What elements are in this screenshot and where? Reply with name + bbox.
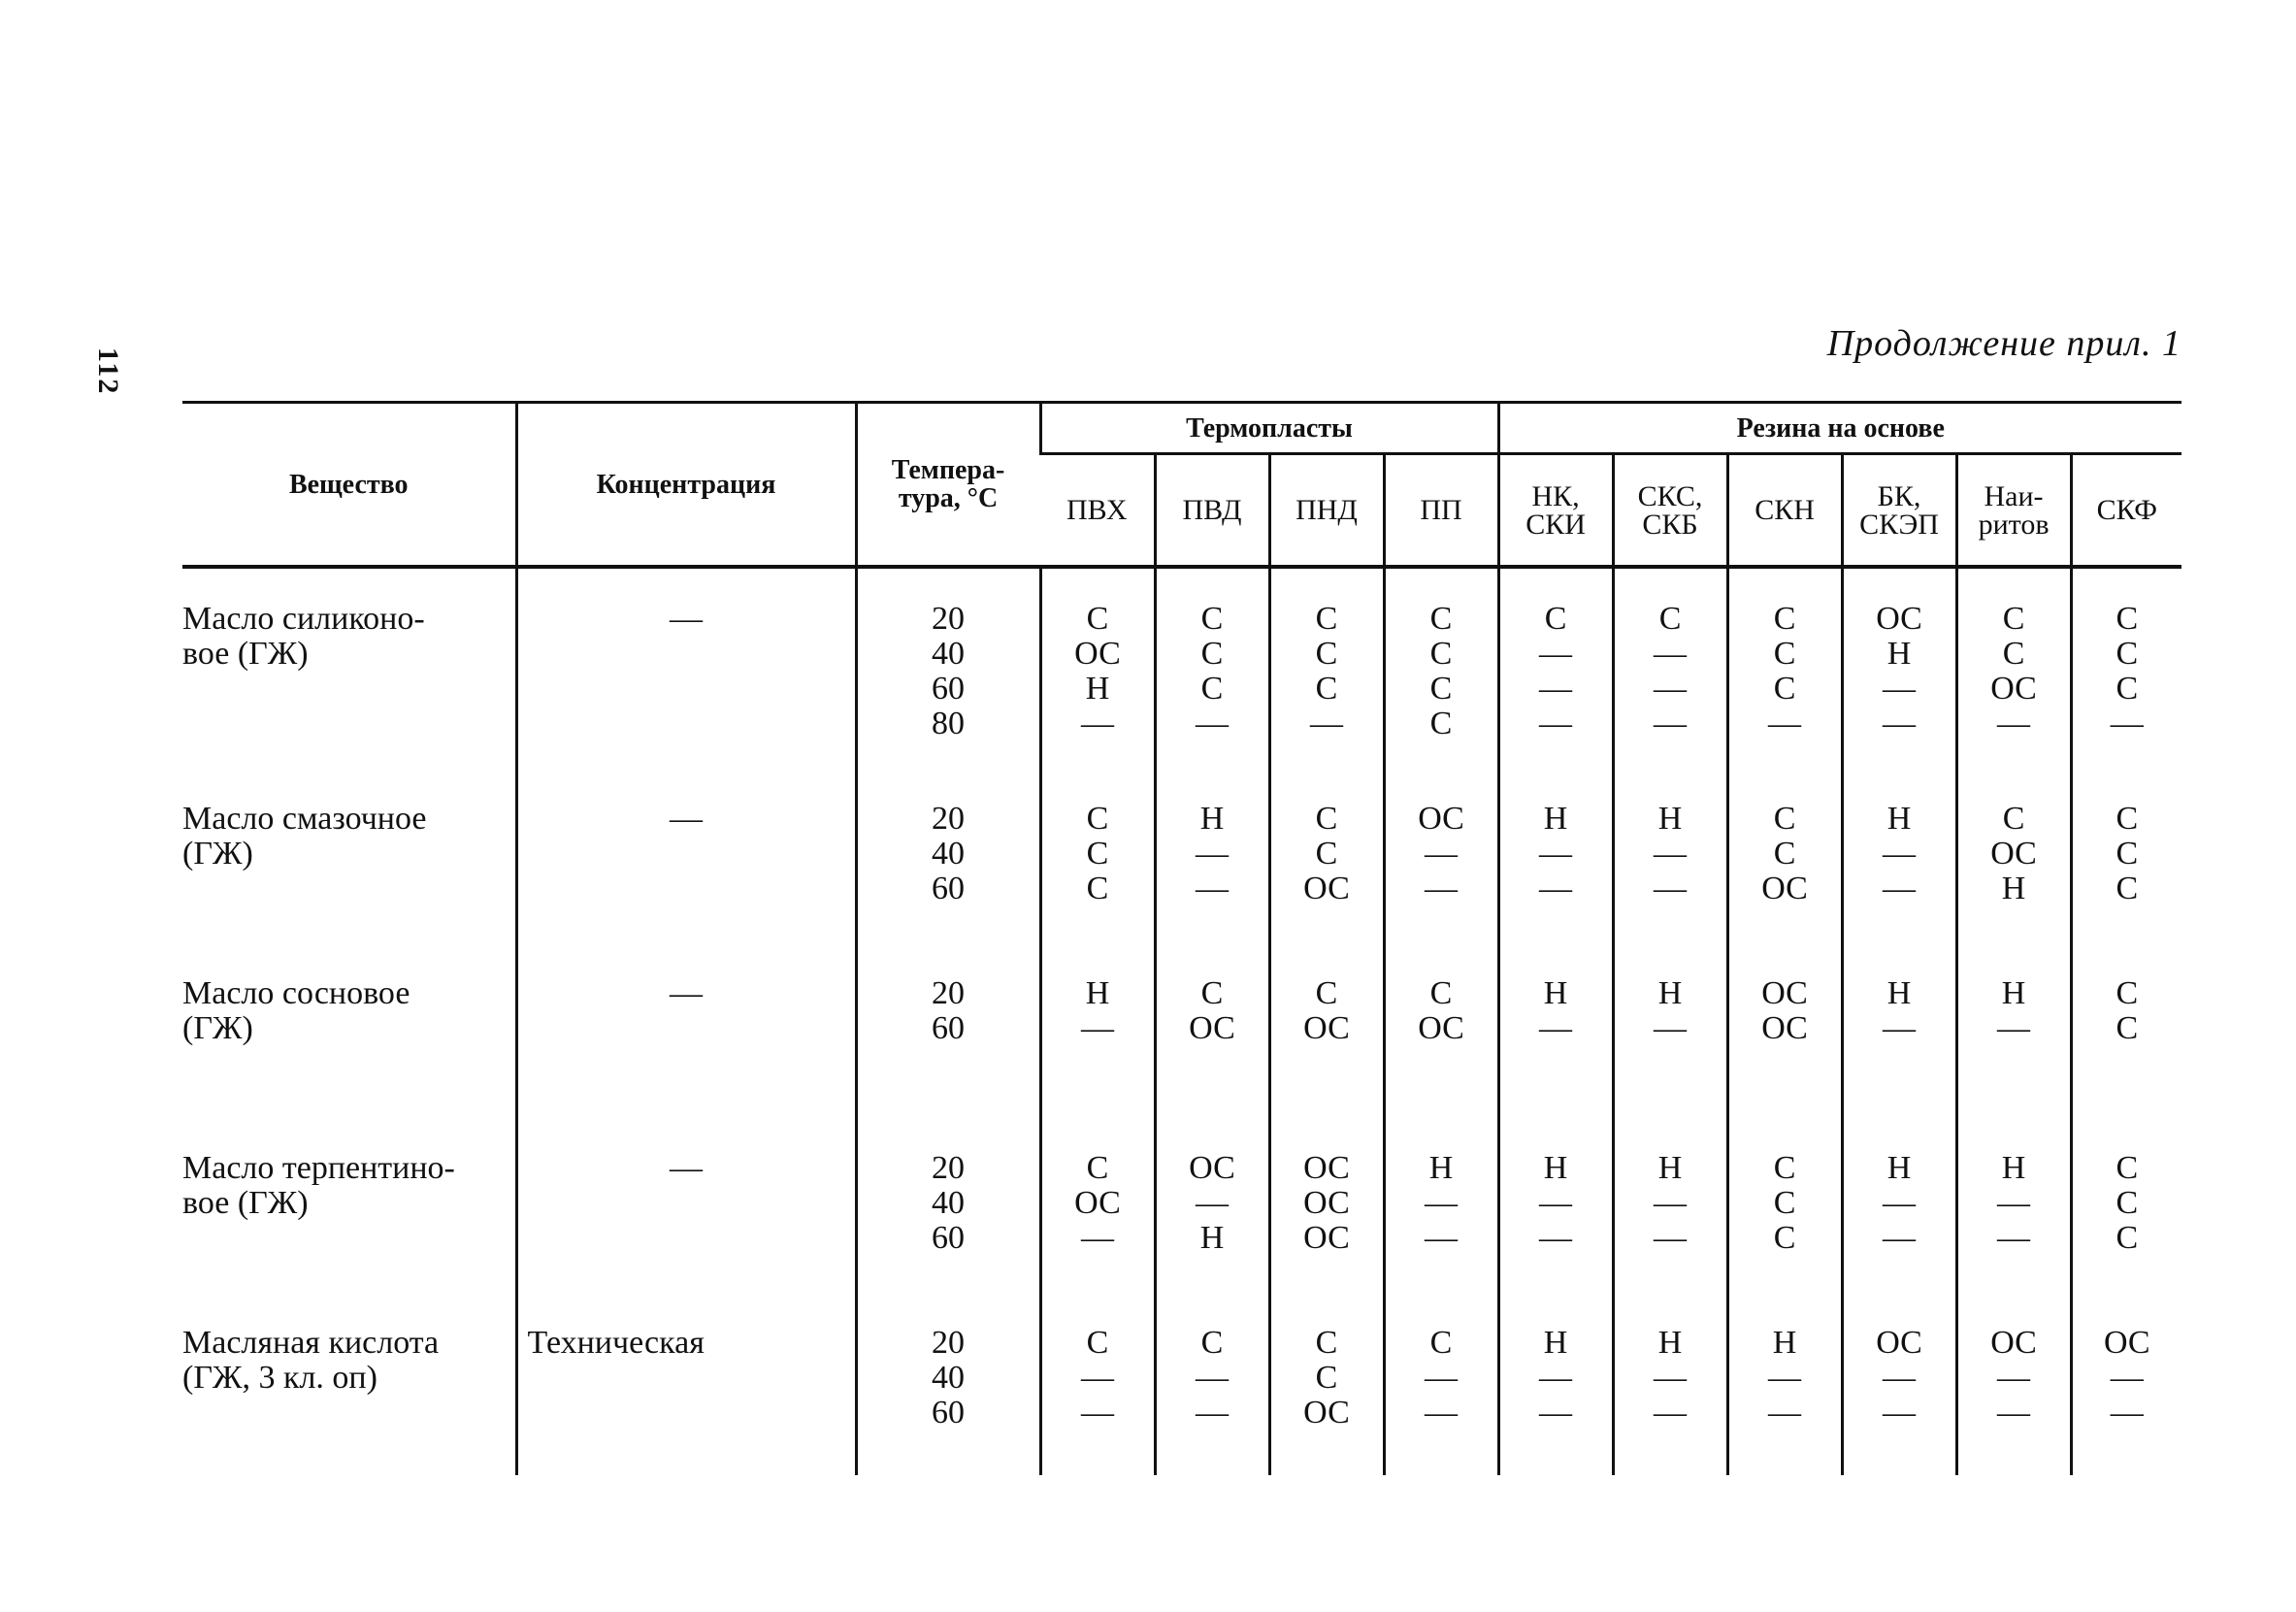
temperature-value: 60	[932, 671, 965, 707]
header-material-thermoplastics-3: ПП	[1384, 454, 1498, 568]
table-row	[182, 776, 2181, 951]
rating-value: Н	[1886, 975, 1912, 1011]
rating-cell	[1155, 776, 1269, 951]
rating-value: —	[1539, 836, 1573, 872]
rating-value: ОС	[1876, 601, 1922, 637]
rating-value: —	[1539, 1185, 1573, 1221]
rating-value: С	[1086, 801, 1109, 837]
temperature-cell	[856, 776, 1040, 951]
rating-value: Н	[2001, 871, 2026, 906]
rating-value: Н	[1886, 801, 1912, 837]
header-group-rubber: Резина на основе	[1498, 403, 2181, 454]
rating-value: С	[1200, 975, 1224, 1011]
rating-cell	[1269, 951, 1384, 1126]
rating-value: —	[1654, 871, 1688, 906]
rating-value: С	[2116, 601, 2139, 637]
rating-value: —	[1654, 1395, 1688, 1431]
header-material-rubbers-4: Наи- ритов	[1956, 454, 2071, 568]
rating-value: —	[1539, 706, 1573, 741]
rating-cell	[1842, 1300, 1956, 1475]
rating-value: С	[2116, 871, 2139, 906]
resistance-table-container	[182, 401, 2164, 1475]
rating-value: С	[1086, 871, 1109, 906]
rating-cell	[1498, 1300, 1613, 1475]
rating-value: С	[2116, 636, 2139, 672]
temperature-value: 60	[932, 871, 965, 906]
rating-value: ОС	[1876, 1325, 1922, 1361]
rating-value: С	[1773, 1185, 1796, 1221]
rating-value: —	[1654, 706, 1688, 741]
rating-value: С	[2116, 1220, 2139, 1256]
rating-cell	[1727, 951, 1842, 1126]
rating-value: —	[1768, 1360, 1802, 1396]
temperature-value: 20	[932, 1150, 965, 1186]
rating-value: —	[1425, 1395, 1459, 1431]
rating-value: С	[1773, 1150, 1796, 1186]
rating-value: С	[1315, 671, 1338, 707]
rating-value: С	[1429, 975, 1453, 1011]
rating-value: —	[1081, 1010, 1114, 1046]
rating-cell	[1956, 1126, 2071, 1300]
rating-value: —	[1539, 1220, 1573, 1256]
header-material-rubbers-0: НК, СКИ	[1498, 454, 1613, 568]
rating-value: —	[1883, 1010, 1917, 1046]
rating-value: —	[1654, 1220, 1688, 1256]
header-material-thermoplastics-1: ПВД	[1155, 454, 1269, 568]
rating-value: Н	[1543, 801, 1568, 837]
rating-value: С	[1315, 975, 1338, 1011]
rating-cell	[1613, 567, 1727, 776]
rating-value: —	[1654, 636, 1688, 672]
rating-value: —	[1081, 1220, 1114, 1256]
rating-value: С	[1544, 601, 1567, 637]
rating-value: ОС	[1303, 1395, 1350, 1431]
rating-value: С	[1315, 836, 1338, 872]
rating-value: —	[1654, 671, 1688, 707]
rating-cell	[1384, 776, 1498, 951]
rating-value: —	[1081, 1360, 1114, 1396]
rating-cell	[1842, 1126, 1956, 1300]
rating-value: Н	[1543, 1150, 1568, 1186]
header-substance: Вещество	[288, 469, 409, 500]
rating-value: С	[1315, 1325, 1338, 1361]
rating-value: С	[1086, 601, 1109, 637]
table-row	[182, 951, 2181, 1126]
rating-value: С	[2116, 1010, 2139, 1046]
rating-value: —	[1654, 1185, 1688, 1221]
rating-value: —	[1768, 1395, 1802, 1431]
rating-value: Н	[1543, 975, 1568, 1011]
table-row	[182, 1300, 2181, 1475]
header-material-rubbers-2: СКН	[1727, 454, 1842, 568]
rating-value: С	[1429, 636, 1453, 672]
rating-value: —	[1539, 671, 1573, 707]
rating-value: —	[1654, 1360, 1688, 1396]
header-material-rubbers-1: СКС, СКБ	[1613, 454, 1727, 568]
header-material-thermoplastics-2: ПНД	[1269, 454, 1384, 568]
rating-value: С	[1086, 1325, 1109, 1361]
rating-value: ОС	[1074, 1185, 1121, 1221]
concentration-cell: Техническая	[516, 1300, 856, 1475]
rating-value: —	[1883, 1185, 1917, 1221]
rating-value: Н	[1657, 975, 1683, 1011]
rating-value: С	[1429, 601, 1453, 637]
rating-value: —	[1997, 1010, 2031, 1046]
rating-cell	[1040, 951, 1155, 1126]
rating-value: ОС	[1303, 1150, 1350, 1186]
header-group-thermoplastics: Термопласты	[1040, 403, 1498, 454]
rating-cell	[2071, 1126, 2181, 1300]
rating-cell	[1956, 1300, 2071, 1475]
rating-cell	[1498, 567, 1613, 776]
rating-value: —	[1883, 1220, 1917, 1256]
rating-value: —	[1654, 836, 1688, 872]
rating-value: ОС	[1990, 1325, 2037, 1361]
rating-value: С	[1200, 636, 1224, 672]
rating-cell	[1269, 1300, 1384, 1475]
rating-value: ОС	[1303, 1185, 1350, 1221]
table-row	[182, 567, 2181, 776]
rating-value: ОС	[1990, 836, 2037, 872]
rating-cell	[1613, 1126, 1727, 1300]
rating-value: С	[1429, 706, 1453, 741]
rating-value: С	[1315, 801, 1338, 837]
rating-cell	[1842, 951, 1956, 1126]
table-row	[182, 1126, 2181, 1300]
rating-value: ОС	[1418, 801, 1464, 837]
rating-cell	[1613, 776, 1727, 951]
rating-cell	[1155, 951, 1269, 1126]
rating-value: —	[1425, 1360, 1459, 1396]
rating-value: —	[1997, 1185, 2031, 1221]
rating-cell	[1956, 951, 2071, 1126]
header-concentration: Концентрация	[516, 403, 856, 568]
temperature-value: 60	[932, 1010, 965, 1046]
rating-value: —	[1997, 706, 2031, 741]
rating-cell	[1384, 951, 1498, 1126]
rating-value: —	[1539, 871, 1573, 906]
rating-value: ОС	[1761, 1010, 1808, 1046]
rating-value: С	[1773, 836, 1796, 872]
rating-value: ОС	[1189, 1010, 1235, 1046]
header-material-thermoplastics-0: ПВХ	[1066, 494, 1128, 526]
rating-value: —	[1883, 871, 1917, 906]
rating-value: С	[2002, 601, 2025, 637]
concentration-cell: —	[516, 951, 856, 1126]
rating-value: С	[1658, 601, 1682, 637]
rating-value: —	[1196, 706, 1229, 741]
rating-cell	[1727, 776, 1842, 951]
temperature-value: 20	[932, 1325, 965, 1361]
rating-value: —	[1196, 871, 1229, 906]
rating-cell	[1727, 567, 1842, 776]
temperature-cell	[856, 1300, 1040, 1475]
rating-value: С	[2116, 801, 2139, 837]
rating-value: С	[2116, 975, 2139, 1011]
rating-value: ОС	[1761, 871, 1808, 906]
rating-value: ОС	[1761, 975, 1808, 1011]
rating-cell	[1613, 1300, 1727, 1475]
rating-value: —	[1768, 706, 1802, 741]
rating-cell	[1498, 776, 1613, 951]
substance-cell: Масло сосновое (ГЖ)	[182, 975, 410, 1046]
rating-value: С	[2116, 1185, 2139, 1221]
rating-cell	[1956, 776, 2071, 951]
rating-cell	[1384, 1300, 1498, 1475]
rating-cell	[2071, 776, 2181, 951]
rating-value: ОС	[2103, 1325, 2150, 1361]
rating-value: —	[1539, 636, 1573, 672]
rating-value: С	[1429, 1325, 1453, 1361]
temperature-value: 40	[932, 636, 965, 672]
rating-value: С	[1200, 601, 1224, 637]
rating-value: С	[1315, 636, 1338, 672]
rating-value: Н	[1657, 801, 1683, 837]
rating-value: С	[1773, 1220, 1796, 1256]
rating-cell	[2071, 567, 2181, 776]
rating-cell	[1040, 776, 1155, 951]
rating-value: Н	[1657, 1325, 1683, 1361]
rating-value: С	[1773, 636, 1796, 672]
rating-value: Н	[2001, 975, 2026, 1011]
temperature-value: 60	[932, 1395, 965, 1431]
rating-value: ОС	[1303, 871, 1350, 906]
rating-value: —	[1997, 1220, 2031, 1256]
rating-cell	[1040, 567, 1155, 776]
temperature-cell	[856, 567, 1040, 776]
substance-cell: Масло смазочное (ГЖ)	[182, 801, 427, 872]
rating-value: —	[1196, 1360, 1229, 1396]
rating-value: С	[1200, 1325, 1224, 1361]
rating-value: Н	[1085, 975, 1110, 1011]
rating-value: ОС	[1074, 636, 1121, 672]
rating-cell	[1498, 1126, 1613, 1300]
rating-value: —	[1425, 1185, 1459, 1221]
rating-value: —	[1196, 836, 1229, 872]
rating-value: Н	[1199, 1220, 1225, 1256]
rating-cell	[1155, 1126, 1269, 1300]
table-body	[182, 567, 2181, 1475]
rating-value: Н	[1772, 1325, 1797, 1361]
temperature-value: 40	[932, 1360, 965, 1396]
rating-value: —	[1883, 1360, 1917, 1396]
rating-cell	[1727, 1300, 1842, 1475]
rating-value: ОС	[1303, 1220, 1350, 1256]
rating-cell	[1727, 1126, 1842, 1300]
concentration-cell: —	[516, 1126, 856, 1300]
rating-value: —	[1196, 1185, 1229, 1221]
rating-value: Н	[1886, 1150, 1912, 1186]
rating-value: С	[1773, 671, 1796, 707]
rating-value: Н	[1543, 1325, 1568, 1361]
rating-value: С	[1086, 1150, 1109, 1186]
rating-value: С	[2002, 801, 2025, 837]
rating-value: —	[1081, 706, 1114, 741]
rating-value: —	[1883, 1395, 1917, 1431]
header-temperature: Темпера- тура, °С	[856, 403, 1040, 568]
temperature-cell	[856, 1126, 1040, 1300]
rating-value: —	[1883, 836, 1917, 872]
rating-value: Н	[1085, 671, 1110, 707]
rating-value: С	[2116, 671, 2139, 707]
temperature-value: 80	[932, 706, 965, 741]
rating-value: С	[2002, 636, 2025, 672]
rating-value: —	[1425, 836, 1459, 872]
rating-value: —	[1883, 706, 1917, 741]
rating-cell	[1498, 951, 1613, 1126]
resistance-table	[182, 401, 2181, 1475]
rating-value: —	[1539, 1010, 1573, 1046]
header-material-rubbers-3: БК, СКЭП	[1842, 454, 1956, 568]
rating-value: —	[1997, 1395, 2031, 1431]
rating-cell	[1269, 567, 1384, 776]
rating-value: —	[1539, 1395, 1573, 1431]
rating-value: ОС	[1189, 1150, 1235, 1186]
rating-value: —	[1310, 706, 1343, 741]
rating-value: ОС	[1990, 671, 2037, 707]
rating-value: —	[1997, 1360, 2031, 1396]
rating-value: —	[2110, 706, 2144, 741]
temperature-cell	[856, 951, 1040, 1126]
rating-value: С	[1315, 601, 1338, 637]
rating-value: Н	[1657, 1150, 1683, 1186]
table-header	[182, 403, 2181, 568]
rating-cell	[1613, 951, 1727, 1126]
rating-value: С	[1200, 671, 1224, 707]
rating-value: —	[1539, 1360, 1573, 1396]
temperature-value: 20	[932, 975, 965, 1011]
rating-value: —	[1196, 1395, 1229, 1431]
rating-value: Н	[2001, 1150, 2026, 1186]
temperature-value: 60	[932, 1220, 965, 1256]
rating-value: С	[2116, 1150, 2139, 1186]
rating-value: Н	[1886, 636, 1912, 672]
rating-value: С	[2116, 836, 2139, 872]
rating-value: С	[1773, 601, 1796, 637]
rating-cell	[1155, 1300, 1269, 1475]
rating-value: —	[1654, 1010, 1688, 1046]
rating-cell	[1040, 1126, 1155, 1300]
rating-value: С	[1773, 801, 1796, 837]
temperature-value: 20	[932, 801, 965, 837]
rating-cell	[1269, 1126, 1384, 1300]
rating-value: —	[2110, 1395, 2144, 1431]
rating-value: ОС	[1418, 1010, 1464, 1046]
rating-cell	[1040, 1300, 1155, 1475]
substance-cell: Масло терпентино- вое (ГЖ)	[182, 1150, 455, 1221]
rating-value: —	[1425, 871, 1459, 906]
continuation-label: Продолжение прил. 1	[1826, 323, 2181, 364]
rating-cell	[1842, 776, 1956, 951]
temperature-value: 40	[932, 1185, 965, 1221]
rating-cell	[2071, 951, 2181, 1126]
rating-value: Н	[1199, 801, 1225, 837]
rating-value: С	[1086, 836, 1109, 872]
header-material-rubbers-5: СКФ	[2071, 454, 2181, 568]
rating-cell	[1155, 567, 1269, 776]
rating-value: Н	[1428, 1150, 1454, 1186]
rating-cell	[2071, 1300, 2181, 1475]
rating-value: —	[2110, 1360, 2144, 1396]
rating-value: С	[1315, 1360, 1338, 1396]
rating-cell	[1842, 567, 1956, 776]
rating-cell	[1956, 567, 2071, 776]
rating-cell	[1384, 1126, 1498, 1300]
rating-cell	[1384, 567, 1498, 776]
rating-value: —	[1883, 671, 1917, 707]
temperature-value: 20	[932, 601, 965, 637]
rating-value: ОС	[1303, 1010, 1350, 1046]
rating-value: —	[1425, 1220, 1459, 1256]
concentration-cell: —	[516, 567, 856, 776]
page-number: 112	[92, 347, 124, 396]
rating-value: —	[1081, 1395, 1114, 1431]
substance-cell: Масляная кислота (ГЖ, 3 кл. оп)	[182, 1325, 440, 1396]
rating-value: С	[1429, 671, 1453, 707]
substance-cell: Масло силиконо- вое (ГЖ)	[182, 601, 425, 672]
rating-cell	[1269, 776, 1384, 951]
temperature-value: 40	[932, 836, 965, 872]
concentration-cell: —	[516, 776, 856, 951]
